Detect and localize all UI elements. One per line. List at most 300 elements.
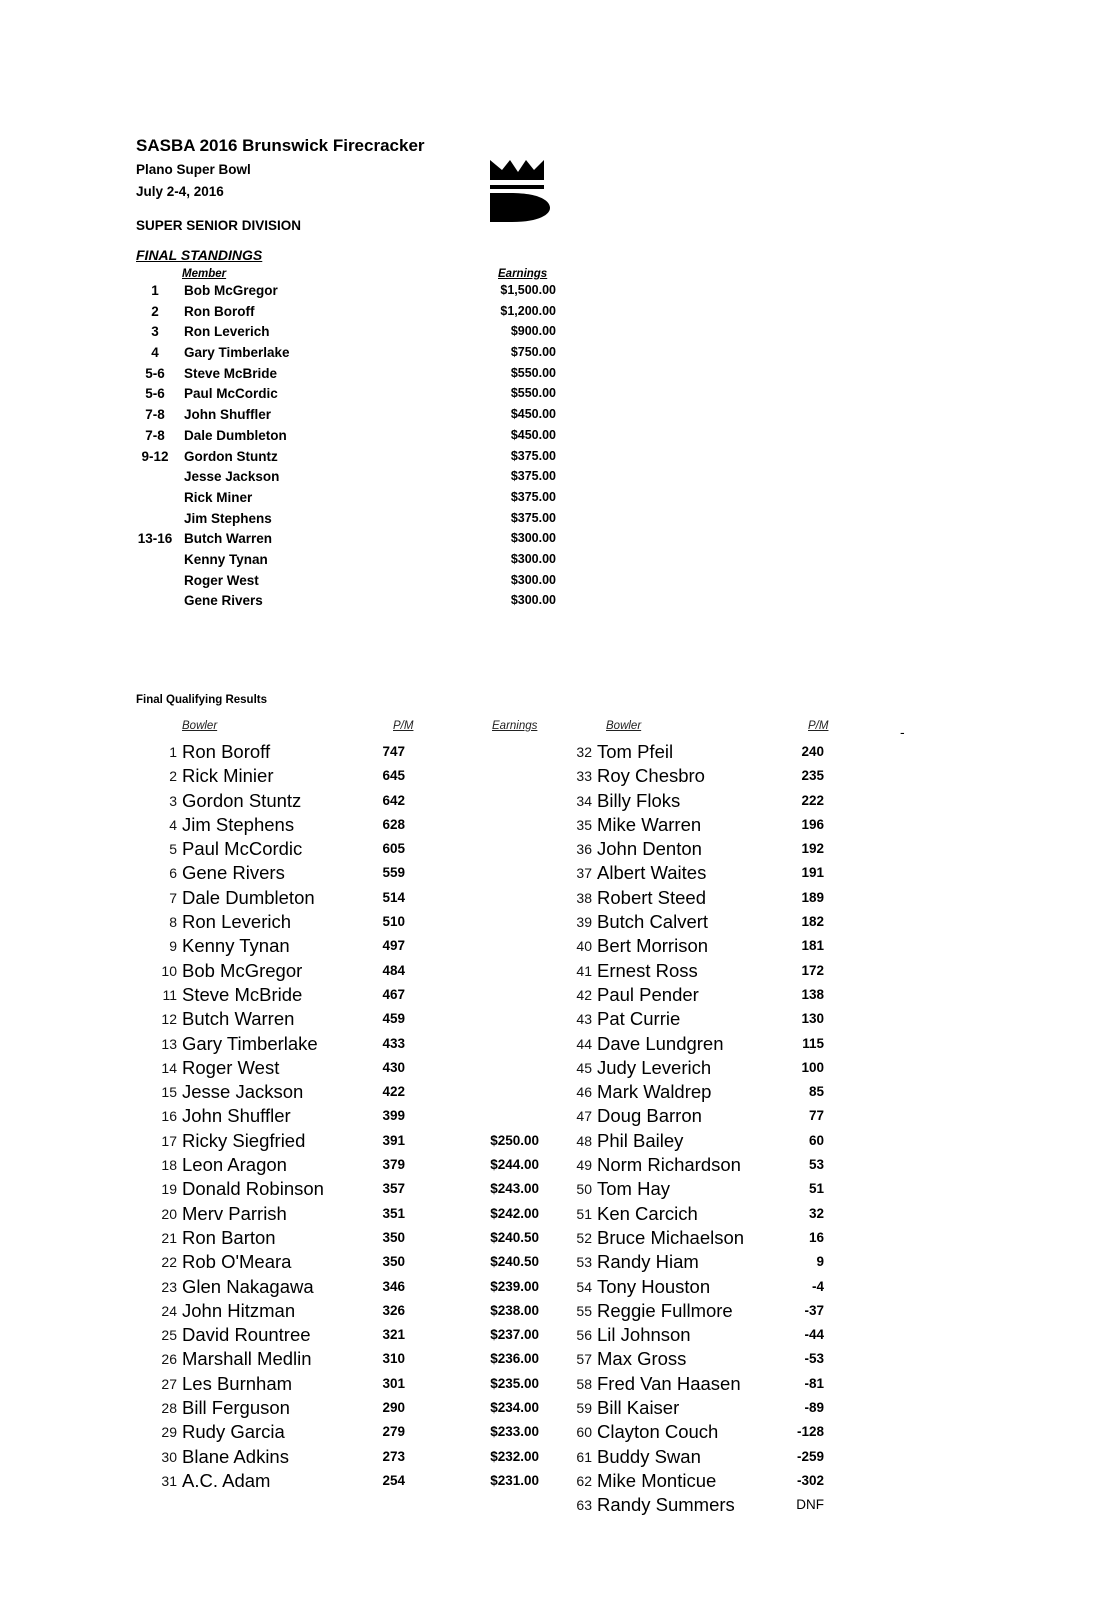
- qualifying-position: 44: [576, 1035, 592, 1052]
- standings-earnings: $750.00: [510, 345, 556, 360]
- standings-member: Gary Timberlake: [184, 345, 290, 361]
- qualifying-position: 30: [161, 1448, 177, 1465]
- standings-row: [136, 469, 566, 490]
- qualifying-row: [135, 741, 555, 765]
- qualifying-pm: 514: [382, 889, 405, 905]
- qualifying-pm: 467: [382, 986, 405, 1002]
- qualifying-position: 47: [576, 1108, 592, 1125]
- qualifying-row: [550, 1348, 850, 1372]
- final-standings-table: [136, 283, 566, 614]
- standings-row: [136, 407, 566, 428]
- qualifying-row: [550, 1081, 850, 1105]
- qualifying-bowler: Tom Pfeil: [597, 741, 674, 762]
- qualifying-row: [135, 814, 555, 838]
- qualifying-position: 33: [576, 768, 592, 785]
- qualifying-row: [550, 1300, 850, 1324]
- qualifying-position: 55: [576, 1302, 592, 1319]
- qualifying-position: 11: [162, 986, 177, 1003]
- event-dates: July 2-4, 2016: [136, 184, 224, 199]
- qualifying-row: [135, 1421, 555, 1445]
- qualifying-position: 10: [161, 962, 177, 979]
- qualifying-position: 18: [161, 1157, 177, 1174]
- qualifying-pm: 484: [382, 962, 405, 978]
- qualifying-position: 37: [576, 865, 592, 882]
- standings-row: [136, 573, 566, 594]
- standings-row: [136, 531, 566, 552]
- qualifying-position: 1: [169, 744, 177, 760]
- qualifying-bowler: Ron Leverich: [182, 911, 292, 933]
- qualifying-position: 19: [161, 1181, 177, 1198]
- venue: Plano Super Bowl: [136, 162, 251, 177]
- standings-row: [136, 283, 566, 304]
- qualifying-position: 5: [169, 841, 177, 858]
- qualifying-position: 29: [161, 1424, 177, 1441]
- qualifying-bowler: Roger West: [182, 1056, 280, 1078]
- qualifying-bowler: Bruce Michaelson: [597, 1226, 745, 1248]
- qualifying-position: 42: [576, 986, 592, 1003]
- qualifying-position: 6: [169, 865, 177, 882]
- qualifying-pm: 235: [801, 768, 824, 784]
- qualifying-bowler: Phil Bailey: [597, 1129, 684, 1151]
- pm-column-header: P/M: [393, 720, 414, 732]
- qualifying-row: [550, 741, 850, 765]
- qualifying-row: [550, 1373, 850, 1397]
- qualifying-position: 54: [576, 1278, 592, 1295]
- qualifying-pm: 399: [382, 1108, 405, 1124]
- qualifying-row: [135, 1348, 555, 1372]
- qualifying-pm: 310: [382, 1351, 405, 1367]
- qualifying-pm: 642: [382, 792, 405, 808]
- qualifying-row: [135, 1154, 555, 1178]
- qualifying-row: [550, 1033, 850, 1057]
- standings-earnings: $300.00: [510, 593, 556, 608]
- qualifying-bowler: Pat Currie: [597, 1008, 681, 1030]
- qualifying-pm: -4: [811, 1278, 824, 1294]
- qualifying-position: 4: [169, 816, 177, 833]
- qualifying-bowler: Jesse Jackson: [182, 1081, 304, 1103]
- standings-rank: 9-12: [141, 448, 169, 464]
- qualifying-bowler: Tony Houston: [597, 1275, 711, 1297]
- qualifying-position: 61: [576, 1448, 592, 1465]
- standings-earnings: $1,200.00: [500, 303, 556, 318]
- qualifying-bowler: Dave Lundgren: [597, 1032, 724, 1054]
- qualifying-position: 62: [576, 1472, 592, 1489]
- qualifying-bowler: Fred Van Haasen: [597, 1372, 741, 1394]
- qualifying-earnings: $240.50: [490, 1254, 539, 1270]
- standings-row: [136, 324, 566, 345]
- standings-row: [136, 552, 566, 573]
- qualifying-position: 39: [576, 914, 592, 931]
- standings-member: Ron Boroff: [184, 303, 255, 319]
- qualifying-row: [135, 1203, 555, 1227]
- qualifying-earnings: $240.50: [490, 1229, 539, 1245]
- final-standings-label: FINAL STANDINGS: [136, 247, 263, 263]
- qualifying-bowler: Rick Minier: [182, 765, 274, 787]
- qualifying-bowler: Doug Barron: [597, 1105, 702, 1127]
- qualifying-bowler: Les Burnham: [182, 1372, 293, 1394]
- qualifying-position: 16: [161, 1108, 177, 1125]
- standings-earnings: $375.00: [510, 448, 556, 463]
- standings-member: Dale Dumbleton: [184, 427, 287, 443]
- qualifying-bowler: Rob O'Meara: [182, 1251, 292, 1273]
- qualifying-pm: 182: [801, 914, 824, 930]
- standings-row: [136, 345, 566, 366]
- qualifying-pm: 85: [808, 1084, 824, 1100]
- qualifying-earnings: $232.00: [490, 1448, 539, 1464]
- qualifying-position: 41: [576, 962, 592, 979]
- qualifying-bowler: Ron Boroff: [182, 741, 271, 762]
- qualifying-row: [550, 838, 850, 862]
- qualifying-bowler: Gene Rivers: [182, 862, 285, 884]
- qualifying-position: 17: [161, 1132, 177, 1149]
- qualifying-position: 25: [161, 1327, 177, 1344]
- qualifying-row: [550, 1421, 850, 1445]
- standings-earnings: $550.00: [510, 386, 556, 401]
- qualifying-bowler: Glen Nakagawa: [182, 1275, 314, 1297]
- standings-rank: 2: [151, 303, 159, 319]
- qualifying-row: [135, 1470, 555, 1494]
- standings-row: [136, 386, 566, 407]
- standings-earnings: $375.00: [510, 510, 556, 525]
- qualifying-pm: 559: [382, 865, 405, 881]
- qualifying-position: 32: [576, 744, 592, 760]
- qualifying-pm: 301: [382, 1375, 405, 1391]
- qualifying-pm: 240: [801, 744, 824, 759]
- qualifying-bowler: Donald Robinson: [182, 1178, 324, 1200]
- qualifying-position: 38: [576, 889, 592, 906]
- qualifying-row: [550, 1324, 850, 1348]
- qualifying-earnings: $242.00: [490, 1205, 539, 1221]
- standings-member: Gordon Stuntz: [184, 448, 278, 464]
- qualifying-bowler: Marshall Medlin: [182, 1348, 312, 1370]
- standings-earnings: $300.00: [510, 531, 556, 546]
- qualifying-position: 2: [169, 768, 177, 785]
- qualifying-bowler: John Shuffler: [182, 1105, 291, 1127]
- standings-member: Steve McBride: [184, 365, 278, 381]
- qualifying-pm: 51: [808, 1181, 824, 1197]
- qualifying-row: [550, 960, 850, 984]
- qualifying-bowler: Bill Kaiser: [597, 1397, 680, 1419]
- qualifying-bowler: Albert Waites: [597, 862, 707, 884]
- qualifying-earnings: $238.00: [490, 1302, 539, 1318]
- qualifying-pm: 130: [801, 1011, 824, 1027]
- qualifying-pm: 115: [802, 1035, 824, 1051]
- qualifying-bowler: Paul Pender: [597, 983, 699, 1005]
- qualifying-position: 36: [576, 841, 592, 858]
- qualifying-bowler: Mike Warren: [597, 813, 702, 835]
- qualifying-row: [135, 1446, 555, 1470]
- qualifying-bowler: Reggie Fullmore: [597, 1299, 733, 1321]
- qualifying-row: [135, 790, 555, 814]
- qualifying-position: 12: [161, 1011, 177, 1028]
- qualifying-bowler: Ron Barton: [182, 1226, 276, 1248]
- qualifying-pm: DNF: [796, 1497, 824, 1513]
- qualifying-pm: 321: [382, 1327, 405, 1343]
- qualifying-row: [135, 960, 555, 984]
- qualifying-pm: 430: [382, 1059, 405, 1075]
- standings-rank: 13-16: [137, 531, 173, 547]
- qualifying-bowler: Robert Steed: [597, 886, 707, 908]
- standings-earnings: $450.00: [510, 427, 556, 442]
- standings-rank: 4: [151, 345, 159, 361]
- qualifying-row: [135, 1008, 555, 1032]
- standings-rank: 1: [151, 283, 159, 298]
- qualifying-row: [550, 911, 850, 935]
- qualifying-row: [550, 790, 850, 814]
- qualifying-pm: 326: [382, 1302, 405, 1318]
- qualifying-position: 53: [576, 1254, 592, 1271]
- brunswick-logo-icon: [488, 158, 550, 224]
- qualifying-bowler: John Hitzman: [182, 1299, 296, 1321]
- qualifying-bowler: John Denton: [597, 838, 702, 860]
- qualifying-row: [550, 1470, 850, 1494]
- qualifying-bowler: Leon Aragon: [182, 1154, 287, 1176]
- qualifying-bowler: Butch Warren: [182, 1008, 295, 1030]
- qualifying-row: [550, 1008, 850, 1032]
- qualifying-bowler: Randy Hiam: [597, 1251, 699, 1273]
- qualifying-earnings: $235.00: [490, 1375, 539, 1391]
- qualifying-bowler: Ricky Siegfried: [182, 1129, 306, 1151]
- stray-mark: -: [900, 724, 905, 740]
- qualifying-bowler: Blane Adkins: [182, 1445, 289, 1467]
- pm-column-header-right: P/M: [808, 720, 829, 732]
- qualifying-bowler: Kenny Tynan: [182, 935, 290, 957]
- qualifying-row: [135, 838, 555, 862]
- qualifying-pm: 189: [801, 889, 824, 905]
- qualifying-pm: -81: [804, 1375, 824, 1391]
- qualifying-bowler: Roy Chesbro: [597, 765, 705, 787]
- qualifying-position: 26: [161, 1351, 177, 1368]
- standings-earnings: $900.00: [510, 324, 556, 339]
- qualifying-row: [550, 1154, 850, 1178]
- qualifying-pm: 273: [382, 1448, 405, 1464]
- qualifying-row: [135, 862, 555, 886]
- standings-member: Gene Rivers: [184, 593, 263, 609]
- qualifying-row: [135, 984, 555, 1008]
- qualifying-row: [550, 1494, 850, 1518]
- qualifying-position: 60: [576, 1424, 592, 1441]
- qualifying-position: 15: [161, 1084, 177, 1101]
- qualifying-earnings: $244.00: [490, 1157, 539, 1173]
- standings-member: Jim Stephens: [184, 510, 272, 526]
- qualifying-row: [550, 1251, 850, 1275]
- standings-rank: 3: [151, 324, 159, 340]
- qualifying-pm: -302: [796, 1472, 824, 1488]
- qualifying-pm: 100: [801, 1059, 824, 1075]
- qualifying-pm: 497: [382, 938, 405, 954]
- qualifying-row: [550, 1276, 850, 1300]
- qualifying-position: 21: [161, 1229, 177, 1246]
- standings-row: [136, 449, 566, 470]
- qualifying-row: [550, 984, 850, 1008]
- qualifying-bowler: Judy Leverich: [597, 1056, 712, 1078]
- standings-earnings: $375.00: [510, 469, 556, 484]
- qualifying-row: [135, 1324, 555, 1348]
- qualifying-bowler: Paul McCordic: [182, 838, 303, 860]
- standings-rank: 5-6: [145, 386, 165, 402]
- qualifying-position: 51: [576, 1205, 592, 1222]
- qualifying-earnings: $236.00: [490, 1351, 539, 1367]
- qualifying-bowler: Tom Hay: [597, 1178, 670, 1200]
- qualifying-row: [135, 887, 555, 911]
- qualifying-pm: -44: [804, 1327, 824, 1343]
- qualifying-earnings: $239.00: [490, 1278, 539, 1294]
- qualifying-row: [135, 1397, 555, 1421]
- qualifying-position: 23: [161, 1278, 177, 1295]
- qualifying-right-column: [550, 741, 850, 1519]
- qualifying-position: 13: [161, 1035, 177, 1052]
- qualifying-position: 43: [576, 1011, 592, 1028]
- qualifying-bowler: Bill Ferguson: [182, 1397, 290, 1419]
- standings-row: [136, 593, 566, 614]
- qualifying-position: 14: [161, 1059, 177, 1076]
- qualifying-row: [135, 935, 555, 959]
- qualifying-pm: -89: [804, 1400, 824, 1416]
- qualifying-position: 28: [161, 1400, 177, 1417]
- qualifying-position: 49: [576, 1157, 592, 1174]
- qualifying-position: 63: [576, 1497, 592, 1514]
- qualifying-results-label: Final Qualifying Results: [136, 694, 267, 706]
- qualifying-pm: 510: [382, 914, 405, 930]
- standings-earnings: $375.00: [510, 489, 556, 504]
- qualifying-pm: 222: [801, 792, 824, 808]
- qualifying-bowler: Jim Stephens: [182, 813, 295, 835]
- qualifying-pm: 279: [382, 1424, 405, 1440]
- qualifying-pm: 181: [801, 938, 824, 954]
- qualifying-pm: -37: [804, 1302, 824, 1318]
- standings-earnings: $550.00: [510, 365, 556, 380]
- standings-member: John Shuffler: [184, 407, 271, 423]
- qualifying-row: [550, 1130, 850, 1154]
- qualifying-row: [135, 1057, 555, 1081]
- qualifying-pm: 172: [801, 962, 824, 978]
- qualifying-bowler: A.C. Adam: [182, 1469, 271, 1491]
- qualifying-earnings: $231.00: [490, 1472, 539, 1488]
- qualifying-row: [550, 1203, 850, 1227]
- qualifying-row: [550, 814, 850, 838]
- qualifying-bowler: Butch Calvert: [597, 911, 709, 933]
- qualifying-position: 7: [169, 889, 177, 906]
- qualifying-bowler: Ernest Ross: [597, 959, 698, 981]
- qualifying-bowler: Mark Waldrep: [597, 1081, 712, 1103]
- qualifying-position: 9: [169, 938, 177, 955]
- qualifying-row: [135, 765, 555, 789]
- qualifying-bowler: Buddy Swan: [597, 1445, 701, 1467]
- qualifying-row: [550, 1178, 850, 1202]
- qualifying-pm: 747: [382, 744, 405, 759]
- qualifying-bowler: Ken Carcich: [597, 1202, 698, 1224]
- qualifying-row: [550, 1397, 850, 1421]
- bowler-column-header: Bowler: [182, 720, 218, 732]
- qualifying-pm: 254: [382, 1472, 405, 1488]
- qualifying-pm: 192: [801, 841, 824, 857]
- qualifying-row: [135, 1130, 555, 1154]
- standings-member: Kenny Tynan: [184, 551, 268, 567]
- qualifying-row: [550, 935, 850, 959]
- qualifying-pm: 60: [808, 1132, 824, 1148]
- qualifying-left-column: [135, 741, 555, 1494]
- qualifying-position: 46: [576, 1084, 592, 1101]
- standings-earnings: $1,500.00: [500, 283, 556, 297]
- qualifying-pm: 77: [808, 1108, 824, 1124]
- qualifying-position: 59: [576, 1400, 592, 1417]
- qualifying-pm: 422: [382, 1084, 405, 1100]
- qualifying-bowler: Merv Parrish: [182, 1202, 287, 1224]
- qualifying-position: 34: [576, 792, 592, 809]
- qualifying-bowler: Clayton Couch: [597, 1421, 719, 1443]
- qualifying-bowler: Mike Monticue: [597, 1469, 717, 1491]
- member-column-header: Member: [182, 268, 227, 280]
- qualifying-pm: 357: [382, 1181, 405, 1197]
- qualifying-pm: -259: [796, 1448, 824, 1464]
- qualifying-bowler: Bert Morrison: [597, 935, 709, 957]
- qualifying-bowler: Bob McGregor: [182, 959, 303, 981]
- qualifying-pm: 605: [382, 841, 405, 857]
- qualifying-pm: 351: [382, 1205, 405, 1221]
- qualifying-position: 45: [576, 1059, 592, 1076]
- qualifying-bowler: Norm Richardson: [597, 1154, 741, 1176]
- qualifying-bowler: Steve McBride: [182, 983, 303, 1005]
- qualifying-bowler: Billy Floks: [597, 789, 681, 811]
- qualifying-bowler: David Rountree: [182, 1324, 311, 1346]
- qualifying-bowler: Max Gross: [597, 1348, 687, 1370]
- qualifying-row: [550, 1057, 850, 1081]
- standings-earnings: $300.00: [510, 551, 556, 566]
- qualifying-position: 56: [576, 1327, 592, 1344]
- qualifying-row: [135, 1276, 555, 1300]
- qualifying-position: 48: [576, 1132, 592, 1149]
- qualifying-earnings: $243.00: [490, 1181, 539, 1197]
- qualifying-row: [550, 765, 850, 789]
- qualifying-position: 31: [161, 1472, 177, 1489]
- qualifying-row: [135, 1081, 555, 1105]
- qualifying-pm: 391: [382, 1132, 405, 1148]
- qualifying-pm: 459: [382, 1011, 405, 1027]
- standings-member: Roger West: [184, 572, 259, 588]
- qualifying-position: 52: [576, 1229, 592, 1246]
- standings-earnings: $450.00: [510, 407, 556, 422]
- qualifying-bowler: Gary Timberlake: [182, 1032, 318, 1054]
- standings-member: Rick Miner: [184, 489, 253, 505]
- qualifying-bowler: Randy Summers: [597, 1494, 735, 1516]
- standings-rank: 5-6: [145, 365, 165, 381]
- qualifying-pm: 346: [382, 1278, 405, 1294]
- bowler-column-header-right: Bowler: [606, 720, 642, 732]
- qualifying-pm: 196: [801, 816, 824, 832]
- qualifying-position: 58: [576, 1375, 592, 1392]
- qualifying-position: 50: [576, 1181, 592, 1198]
- qualifying-row: [135, 911, 555, 935]
- qualifying-row: [135, 1178, 555, 1202]
- qualifying-row: [135, 1251, 555, 1275]
- qualifying-bowler: Gordon Stuntz: [182, 789, 302, 811]
- qualifying-row: [550, 1105, 850, 1129]
- standings-member: Bob McGregor: [184, 283, 278, 298]
- qualifying-earnings: $234.00: [490, 1400, 539, 1416]
- standings-rank: 7-8: [145, 427, 165, 443]
- standings-member: Jesse Jackson: [184, 469, 280, 485]
- qualifying-position: 35: [576, 816, 592, 833]
- qualifying-pm: 16: [808, 1229, 824, 1245]
- qualifying-earnings: $233.00: [490, 1424, 539, 1440]
- standings-rank: 7-8: [145, 407, 165, 423]
- standings-member: Paul McCordic: [184, 386, 278, 402]
- qualifying-pm: 32: [808, 1205, 824, 1221]
- qualifying-position: 57: [576, 1351, 592, 1368]
- qualifying-pm: 290: [382, 1400, 405, 1416]
- qualifying-pm: 138: [801, 986, 824, 1002]
- page-title: SASBA 2016 Brunswick Firecracker: [136, 136, 425, 155]
